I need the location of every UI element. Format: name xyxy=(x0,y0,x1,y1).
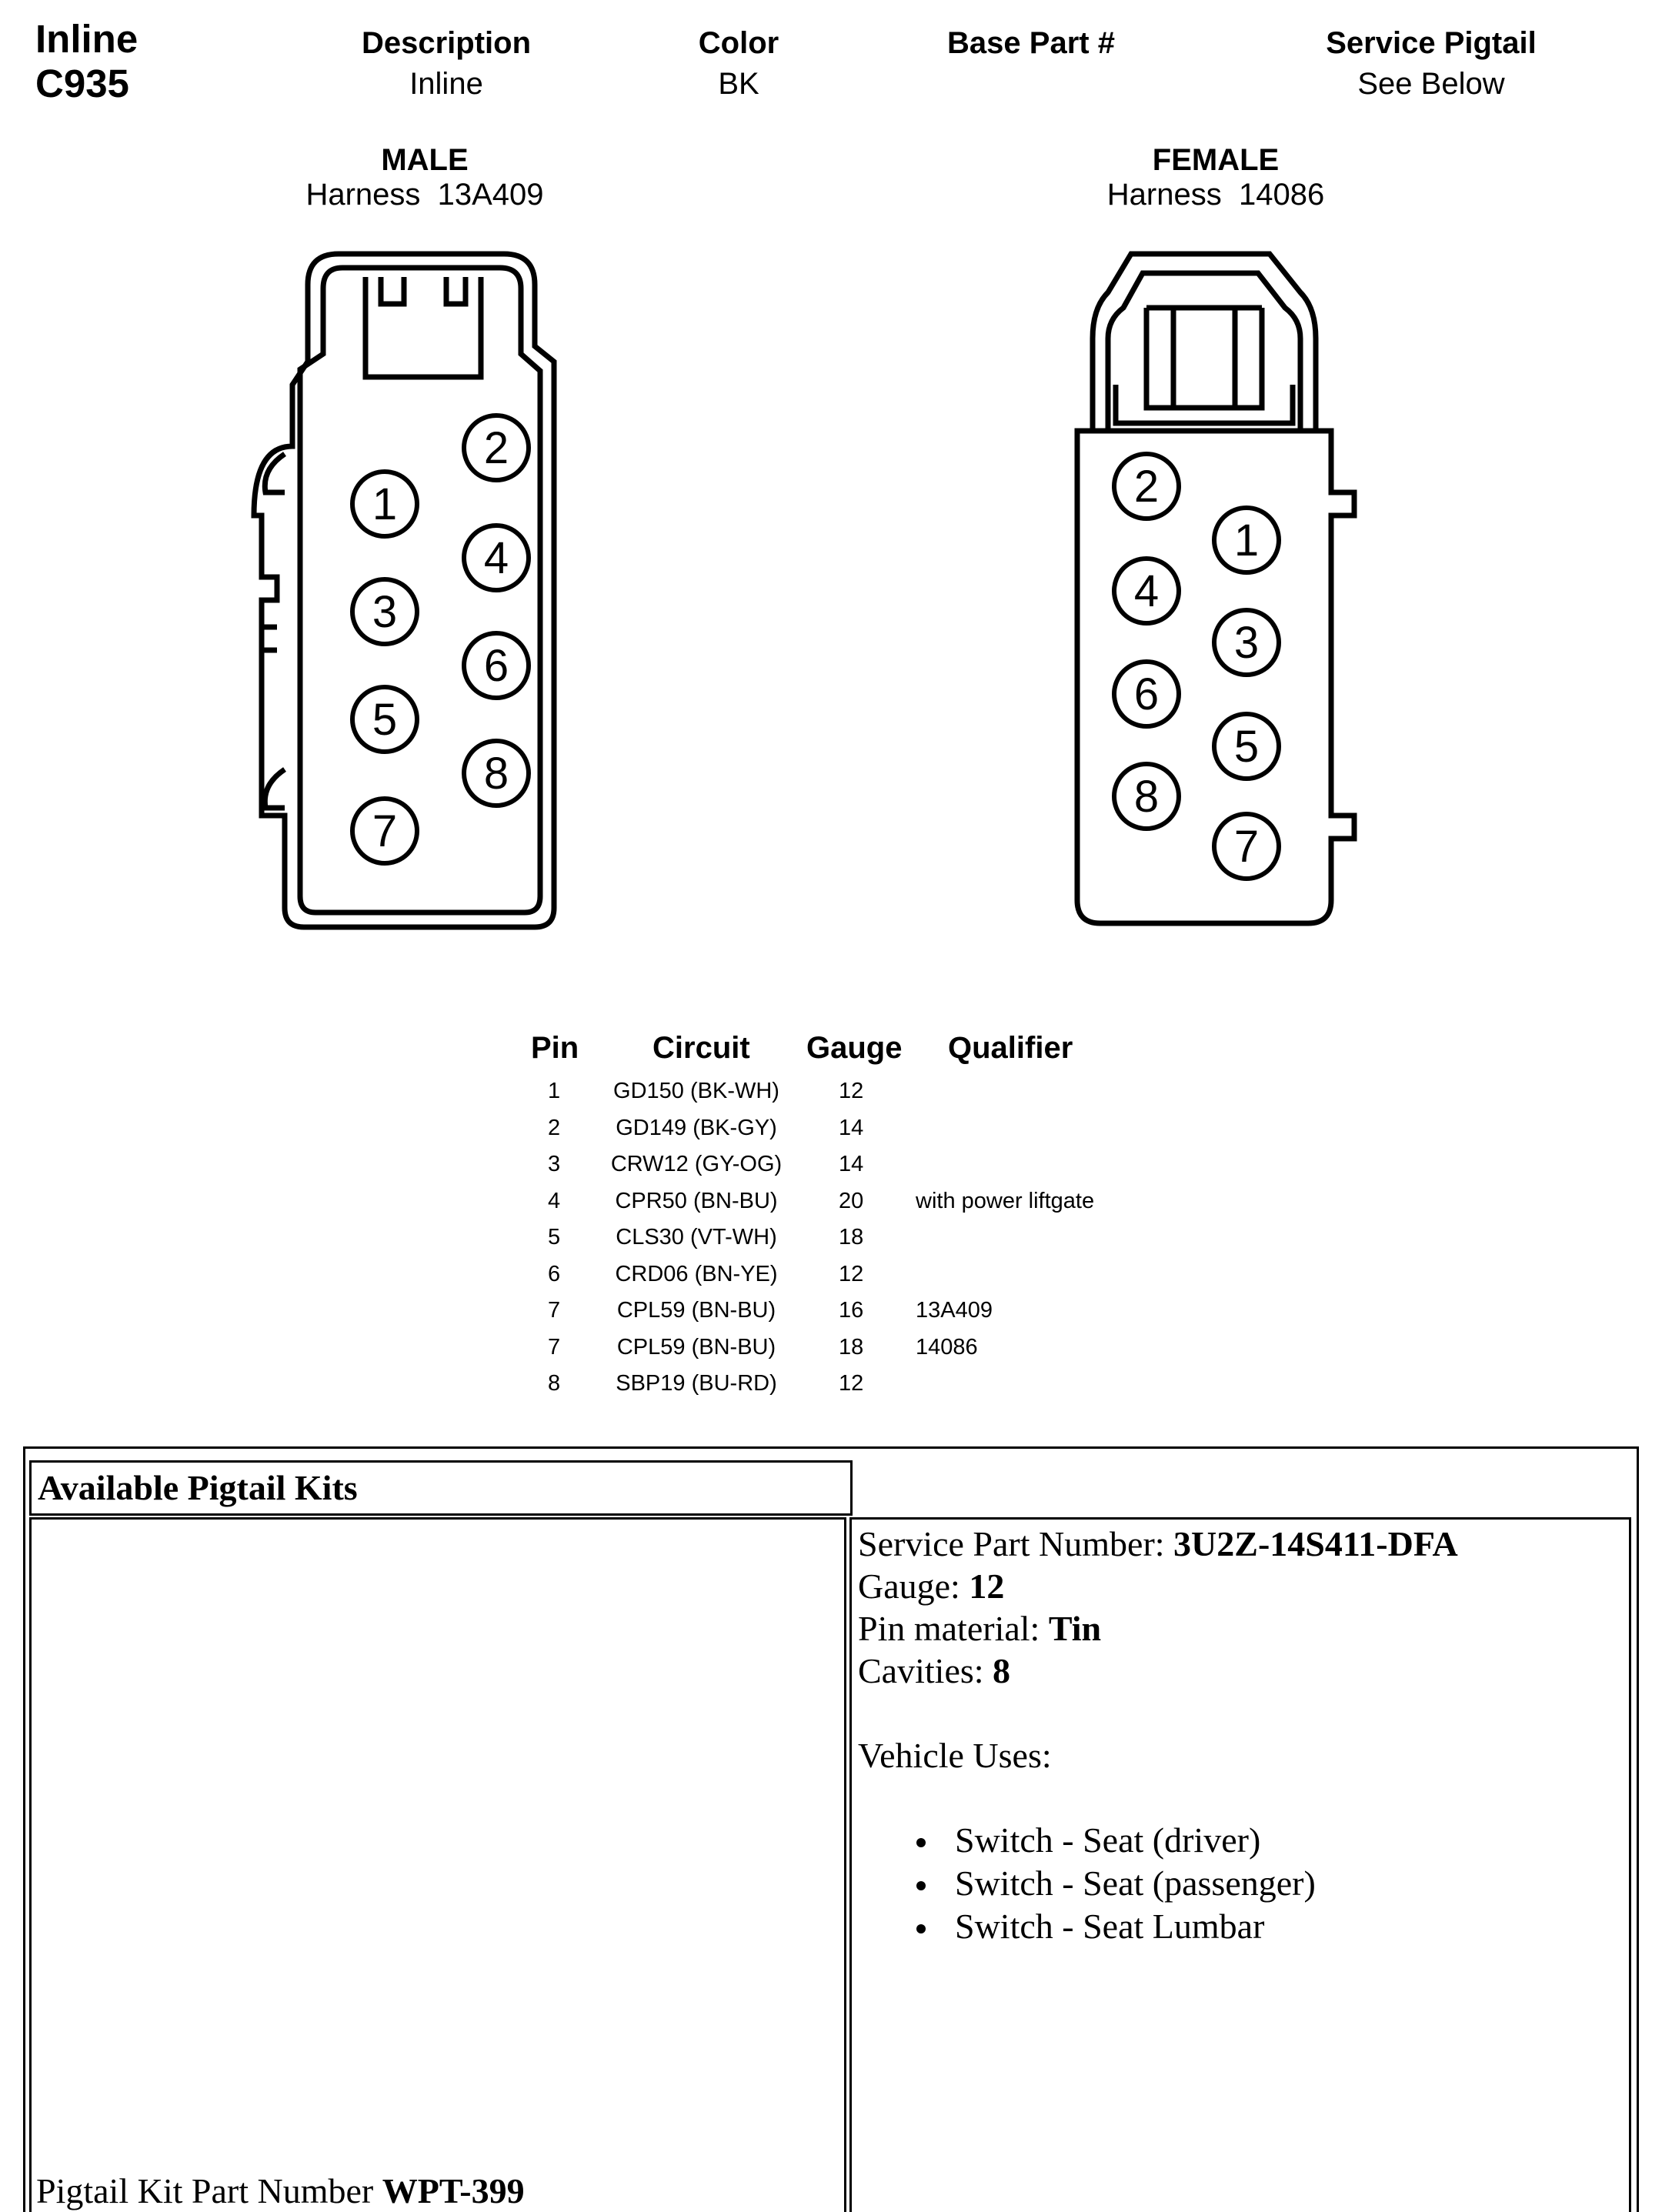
male-pin-3-label: 3 xyxy=(372,587,398,637)
male-pin-2-label: 2 xyxy=(483,423,509,473)
female-harness: Harness 14086 xyxy=(1106,178,1325,212)
pigtail-kits-title: Available Pigtail Kits xyxy=(38,1468,358,1507)
pigtail-kit-number: WPT-399 xyxy=(382,2171,525,2210)
qualifier-cell: with power liftgate xyxy=(916,1188,1095,1213)
male-pin-5-label: 5 xyxy=(372,695,398,745)
pigtail-kit-specs xyxy=(858,1523,1458,1948)
cavities-row xyxy=(858,1650,1458,1692)
circuit-cell: CRW12 (GY-OG) xyxy=(610,1152,783,1176)
pigtail-kit-details-cell xyxy=(849,1517,1631,2212)
description-value: Inline xyxy=(409,67,483,101)
pin-cell: 6 xyxy=(548,1261,561,1286)
service-part-number: 3U2Z-14S411-DFA xyxy=(1173,1524,1458,1563)
qualifier-cell: 14086 xyxy=(916,1334,978,1360)
pin-table-row xyxy=(531,1116,1131,1153)
female-connector-heading xyxy=(1062,143,1370,212)
pin-table-row xyxy=(531,1152,1131,1189)
gauge-cell: 16 xyxy=(839,1298,864,1323)
pigtail-kits-header xyxy=(29,1460,853,1516)
connector-title-line1: Inline xyxy=(35,17,138,61)
gauge-cell: 18 xyxy=(839,1225,864,1249)
male-connector-diagram xyxy=(246,246,616,939)
service-part-row xyxy=(858,1523,1458,1565)
pin-table-row xyxy=(531,1079,1131,1116)
female-pin-6-label: 6 xyxy=(1133,669,1160,719)
gauge-value: 12 xyxy=(969,1566,1005,1606)
female-pin-7-label: 7 xyxy=(1233,822,1260,872)
circuit-cell: SBP19 (BU-RD) xyxy=(616,1371,777,1396)
base-part-column xyxy=(877,26,1185,67)
color-value: BK xyxy=(718,67,759,101)
male-title: MALE xyxy=(381,143,469,177)
circuit-cell: GD149 (BK-GY) xyxy=(616,1115,777,1140)
male-latch xyxy=(365,277,481,377)
pin-cell: 4 xyxy=(548,1188,561,1213)
pin-table-row xyxy=(531,1262,1131,1299)
service-part-label: Service Part Number: xyxy=(858,1524,1174,1563)
gauge-label: Gauge: xyxy=(858,1566,970,1606)
gauge-row xyxy=(858,1565,1458,1607)
circuit-cell: CRD06 (BN-YE) xyxy=(615,1261,778,1286)
male-pin-1-label: 1 xyxy=(372,479,398,529)
male-connector-heading xyxy=(271,143,579,212)
gauge-cell: 14 xyxy=(839,1115,864,1140)
female-pin-1-label: 1 xyxy=(1233,515,1260,566)
bullet-icon xyxy=(916,1881,926,1890)
pigtail-kit-label: Pigtail Kit Part Number xyxy=(36,2171,382,2210)
pin-cell: 7 xyxy=(548,1334,561,1360)
female-pin-4-label: 4 xyxy=(1133,566,1160,616)
pin-cell: 1 xyxy=(548,1079,561,1103)
bullet-icon xyxy=(916,1838,926,1847)
circuit-column-header: Circuit xyxy=(652,1031,750,1065)
color-label: Color xyxy=(698,26,779,60)
connector-id: C935 xyxy=(35,62,129,105)
male-side-notch-lower xyxy=(265,769,285,808)
pin-table-row xyxy=(531,1189,1131,1226)
pin-material-row xyxy=(858,1607,1458,1650)
circuit-cell: CPR50 (BN-BU) xyxy=(615,1188,778,1213)
male-side-tab xyxy=(262,627,277,650)
pin-cell: 7 xyxy=(548,1298,561,1323)
service-pigtail-column xyxy=(1277,26,1585,102)
male-pin-7-label: 7 xyxy=(372,806,398,856)
pin-cell: 5 xyxy=(548,1225,561,1249)
vehicle-use-item: Switch - Seat Lumbar xyxy=(916,1905,1458,1948)
pigtail-kit-image-cell xyxy=(29,1517,846,2212)
pigtail-kit-part xyxy=(36,2170,525,2212)
pin-table-row xyxy=(531,1371,1131,1408)
service-pigtail-value: See Below xyxy=(1357,67,1505,101)
pin-table-row xyxy=(531,1335,1131,1372)
female-pin-8-label: 8 xyxy=(1133,772,1160,822)
female-pin-2-label: 2 xyxy=(1133,462,1160,512)
qualifier-cell: 13A409 xyxy=(916,1298,993,1323)
pin-table-row xyxy=(531,1225,1131,1262)
circuit-cell: CLS30 (VT-WH) xyxy=(616,1225,777,1249)
qualifier-column-header: Qualifier xyxy=(948,1031,1073,1065)
gauge-cell: 18 xyxy=(839,1334,864,1360)
female-title: FEMALE xyxy=(1152,143,1280,177)
male-pin-6-label: 6 xyxy=(483,641,509,691)
pin-material-label: Pin material: xyxy=(858,1609,1049,1648)
connector-title xyxy=(35,17,138,106)
gauge-cell: 12 xyxy=(839,1079,864,1103)
gauge-cell: 12 xyxy=(839,1261,864,1286)
gauge-cell: 20 xyxy=(839,1188,864,1213)
vehicle-uses-label: Vehicle Uses: xyxy=(858,1736,1052,1775)
circuit-cell: CPL59 (BN-BU) xyxy=(616,1298,776,1323)
circuit-cell: CPL59 (BN-BU) xyxy=(616,1334,776,1360)
vehicle-use-item: Switch - Seat (driver) xyxy=(916,1819,1458,1862)
pin-material-value: Tin xyxy=(1048,1609,1102,1648)
bullet-icon xyxy=(916,1924,926,1933)
gauge-cell: 14 xyxy=(839,1152,864,1176)
gauge-column-header: Gauge xyxy=(806,1031,903,1065)
description-column xyxy=(292,26,600,102)
vehicle-use-item: Switch - Seat (passenger) xyxy=(916,1862,1458,1905)
gauge-cell: 12 xyxy=(839,1371,864,1396)
circuit-cell: GD150 (BK-WH) xyxy=(613,1079,779,1103)
vehicle-uses-list xyxy=(916,1819,1458,1948)
pin-cell: 3 xyxy=(548,1152,561,1176)
female-latch xyxy=(1146,308,1262,408)
female-pin-5-label: 5 xyxy=(1233,722,1260,772)
color-column xyxy=(623,26,854,102)
cavities-label: Cavities: xyxy=(858,1651,993,1690)
base-part-label: Base Part # xyxy=(947,26,1115,60)
male-pin-4-label: 4 xyxy=(483,533,509,583)
description-label: Description xyxy=(361,26,532,60)
female-latch-lower xyxy=(1116,385,1293,423)
female-pin-3-label: 3 xyxy=(1233,618,1260,668)
female-connector-diagram xyxy=(1062,239,1370,931)
pin-cell: 2 xyxy=(548,1115,561,1140)
pin-cell: 8 xyxy=(548,1371,561,1396)
cavities-value: 8 xyxy=(993,1651,1011,1690)
service-pigtail-label: Service Pigtail xyxy=(1326,26,1537,60)
pin-table-row xyxy=(531,1298,1131,1335)
male-pin-8-label: 8 xyxy=(483,749,509,799)
female-connector-top xyxy=(1093,254,1316,431)
pin-column-header: Pin xyxy=(531,1031,579,1065)
male-harness: Harness 13A409 xyxy=(305,178,544,212)
